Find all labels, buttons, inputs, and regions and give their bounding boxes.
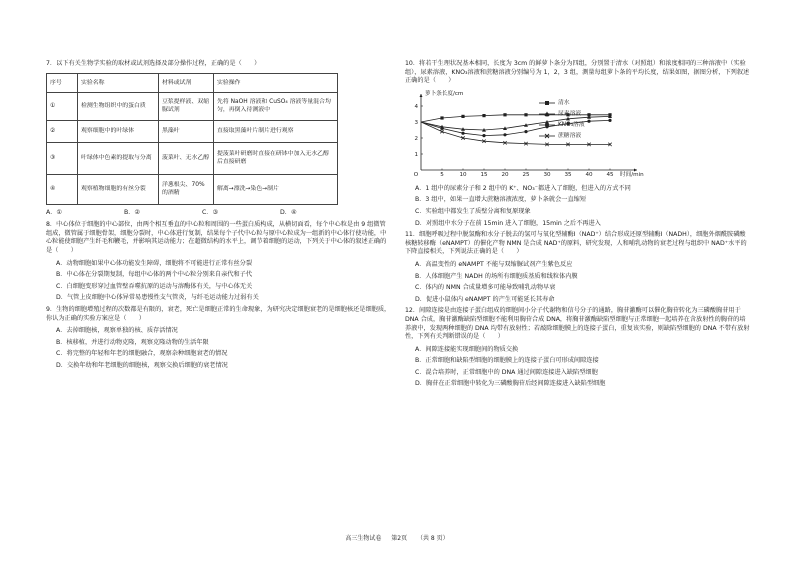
table-row	[47, 92, 338, 120]
data-point	[587, 119, 590, 122]
q9-option-a[interactable]: A．去掉细胞核，观察单独的核、质存活情况	[56, 327, 178, 335]
q7-option-b[interactable]: B．②	[123, 208, 140, 216]
x-tick-label: 40	[585, 171, 593, 178]
table-cell: 检测生物组织中的蛋白质	[78, 92, 159, 120]
footer-total: （共 8 页）	[417, 535, 449, 542]
data-point	[503, 113, 506, 116]
legend-swatch-cross	[539, 133, 555, 139]
table-row	[47, 174, 338, 204]
x-axis-label: 时间/min	[620, 171, 644, 178]
q11-option-a[interactable]: A．高温变性的 eNAMPT 不能与双缩脲试剂产生紫色反应	[415, 260, 573, 268]
q11-stem: 11．细胞呼吸过程中脱氢酶和水分子脱去的氢可与氧化型辅酶Ⅰ（NAD⁺）结合形成还原型辅酶Ⅰ（NADH），细胞外烟酰胺磷酸核糖转移酶（eNAMPT）的催化产物 NMN 是合成 NAD⁺的原料，研究发现，人和哺乳动物的衰老过程与组织中 NAD⁺水平的下降直接相关，下列说法正确的是（ ）	[405, 231, 747, 256]
table-cell: ③	[47, 142, 78, 174]
chart-legend	[539, 98, 585, 142]
q8-option-c[interactable]: C．白细胞变形穿过血管壁吞噬抗原的运动与溶酶体有关，与中心体无关	[56, 282, 253, 290]
legend-swatch-triangle	[539, 111, 555, 117]
data-point	[608, 119, 611, 122]
table-cell: ①	[47, 92, 78, 120]
legend-swatch-square	[539, 100, 555, 106]
q10-option-d[interactable]: D．对照组中水分子在前 15min 进入了细胞，15min 之后不再进入	[415, 219, 601, 227]
question-9	[46, 306, 391, 371]
table-header: 实验名称	[78, 73, 159, 92]
q10-stem: 10．将若干生理状况基本相同，长度为 3cm 的鲜萝卜条分为四组，分别置于清水（对照组）和浓度相同的三种溶液中（实验组），尿素溶液，KNO₃溶液和蔗糖溶液分别编号为 1，2，3 组，测量每组萝卜条的平均长度，结果如图，据图分析，下列叙述正确的是（ ）	[405, 60, 750, 85]
data-point	[461, 115, 464, 118]
origin-label: O	[413, 171, 419, 178]
x-tick-label: 15	[480, 171, 488, 178]
q10-option-b[interactable]: B．3 组中，如果一直增大蔗糖溶液浓度，萝卜条就会一直缩短	[415, 196, 587, 204]
x-tick-label: 45	[606, 171, 614, 178]
legend-label: 清水	[558, 99, 570, 106]
x-tick-label: 20	[501, 171, 509, 178]
y-axis-arrow	[420, 94, 423, 97]
data-point	[440, 127, 443, 130]
y-axis-label: 萝卜条长度/cm	[425, 90, 464, 97]
q8-option-b[interactable]: B．中心体在分裂期复制，每组中心体的两个中心粒分别来自亲代和子代	[56, 271, 253, 279]
question-12	[405, 307, 750, 389]
legend-item	[539, 109, 585, 120]
table-header: 实验操作	[214, 73, 338, 92]
right-column	[405, 60, 750, 392]
data-point	[482, 134, 485, 137]
question-11	[405, 231, 750, 304]
table-header: 材料或试剂	[159, 73, 214, 92]
q12-option-c[interactable]: C．混合培养时，正常细胞中的 DNA 通过间隙连接进入缺陷型细胞	[415, 368, 598, 376]
q10-option-c[interactable]: C．实验组中都发生了质壁分离和复原现象	[415, 207, 531, 215]
table-cell: 观察植物细胞的有丝分裂	[78, 174, 159, 204]
table-row	[47, 120, 338, 142]
q7-option-c[interactable]: C．③	[201, 208, 219, 216]
x-tick-label: 5	[440, 171, 444, 178]
q12-option-b[interactable]: B．正常细胞和缺陷型细胞的细胞膜上的连接子蛋白可形成间隙连接	[415, 357, 599, 365]
y-tick-label: 4	[414, 103, 418, 110]
legend-item	[539, 120, 585, 131]
x-tick-label: 35	[564, 171, 572, 178]
x-tick-label: 25	[522, 171, 530, 178]
q12-option-d[interactable]: D．胸苷在正常细胞中转化为三磷酸胸苷后经间隙连接进入缺陷型细胞	[415, 380, 606, 388]
q12-stem: 12．间隙连接是由连接子蛋白组成的细胞间小分子代谢物和信号分子的通路，胸苷激酶可以催化胸苷转化为三磷酸胸苷用于 DNA 合成，胸苷激酶缺陷型细胞不能利用胸苷合成 DNA，将胸苷激酶缺陷型细胞与正常细胞一起培养在含放射性的胸苷的培养液中，发现两种细胞的 DNA 均带有放射性；若敲除细胞膜上的连接子蛋白，重复该实验，则缺陷型细胞的 DNA 不带有放射性，下列有关判断错误的是（ ）	[405, 307, 750, 341]
footer-page: 第2页	[391, 535, 408, 542]
data-point	[440, 116, 443, 119]
x-tick-label: 10	[459, 171, 467, 178]
q8-stem: 8．中心体位于细胞的中心部位，由两个相互垂直的中心粒和周围的一些蛋白质构成，从横切面看，每个中心粒是由 9 组微管组成，微管属于细胞骨架，细胞分裂时，中心体进行复制，结果每个子代中心粒与原中心粒成为一组新的中心体行使功能，中心粒能使细胞产生纤毛和鞭毛，并影响其运动能力；在超微结构的水平上，调节着细胞的运动，下列关于中心体的叙述正确的是（ ）	[46, 221, 387, 254]
table-row	[47, 142, 338, 174]
q10-chart	[409, 90, 649, 182]
data-point	[524, 113, 527, 116]
footer-subject: 高三生物试卷	[345, 535, 382, 542]
table-cell: 观察细胞中的叶绿体	[78, 120, 159, 142]
table-cell: ②	[47, 120, 78, 142]
q11-option-d[interactable]: D．促进小鼠体内 eNAMPT 的产生可能延长其寿命	[415, 295, 555, 303]
question-10	[405, 60, 750, 228]
table-header-row	[47, 73, 338, 92]
table-cell: 洋葱根尖、70%的酒精	[159, 174, 214, 204]
table-cell: 叶绿体中色素的提取与分离	[78, 142, 159, 174]
q9-option-b[interactable]: B．核移植，并进行动物克隆，观察克隆动物的生活年限	[56, 338, 209, 346]
question-7	[46, 60, 391, 217]
q11-option-b[interactable]: B．人体细胞产生 NADH 的场所有细胞质基质和线粒体内膜	[415, 272, 578, 280]
q9-option-c[interactable]: C．将完整的年轻和年老的细胞融合，观察杂种细胞衰老的情况	[56, 350, 228, 358]
legend-label: KNO₃溶液	[558, 121, 585, 128]
data-point	[482, 114, 485, 117]
q9-option-d[interactable]: D．交换年幼和年老细胞的细胞核，观察交换后细胞的衰老情况	[56, 361, 228, 369]
q7-table	[46, 73, 338, 205]
legend-item	[539, 98, 585, 109]
left-column	[46, 60, 391, 374]
q11-option-c[interactable]: C．体内的 NMN 合成量增多可能导致哺乳动物早衰	[415, 284, 556, 292]
table-header: 序号	[47, 73, 78, 92]
q7-option-a[interactable]: A．①	[46, 208, 62, 216]
legend-label: 蔗糖溶液	[558, 132, 582, 139]
q12-option-a[interactable]: A．间隙连接能实现细胞间的物质交换	[415, 345, 519, 353]
table-cell: 先将 NaOH 溶液和 CuSO₄ 溶液等量混合均匀，再倒入待测液中	[214, 92, 338, 120]
table-cell: 提菠菜叶研磨时直接在研钵中加入无水乙醇后直接研磨	[214, 142, 338, 174]
x-tick-label: 30	[543, 171, 551, 178]
table-cell: 解离→漂洗→染色→制片	[214, 174, 338, 204]
table-cell: ④	[47, 174, 78, 204]
question-8	[46, 221, 391, 303]
q10-option-a[interactable]: A．1 组中的尿素分子和 2 组中的 K⁺、NO₃⁻都进入了细胞，但进入的方式不同	[415, 184, 631, 192]
q8-option-a[interactable]: A．动物细胞如果中心体功能发生障碍，细胞将不可能进行正常有丝分裂	[56, 259, 253, 267]
q9-stem: 9．生物的细胞增殖过程的次数都是有限的，衰老，死亡是细胞正常的生命现象，为研究决定细胞衰老的是细胞核还是细胞质，你认为正确的实验方案应是（ ）	[46, 305, 391, 322]
q7-option-d[interactable]: D．④	[280, 208, 297, 216]
q7-options	[46, 209, 391, 218]
legend-item	[539, 131, 585, 142]
data-point	[461, 131, 464, 134]
data-point	[524, 130, 527, 133]
y-tick-label: 2	[414, 135, 418, 142]
y-tick-label: 1	[414, 151, 418, 158]
table-cell: 豆浆提样液、双缩脲试剂	[159, 92, 214, 120]
table-cell: 菠菜叶、无水乙醇	[159, 142, 214, 174]
data-point	[503, 133, 506, 136]
y-tick-label: 3	[414, 119, 418, 126]
legend-swatch-circle	[539, 122, 555, 128]
q8-option-d[interactable]: D．气管上皮细胞中心体异常易患慢性支气管炎，与纤毛运动能力过弱有关	[56, 294, 259, 302]
table-cell: 直接取黑藻叶片制片进行观察	[214, 120, 338, 142]
legend-label: 尿素溶液	[558, 110, 582, 117]
table-cell: 黑藻叶	[159, 120, 214, 142]
q7-stem: 7．以下有关生物学实验的取材或试剂选择及部分操作过程，正确的是（ ）	[46, 60, 261, 67]
length-time-chart	[409, 90, 649, 182]
page-footer	[0, 533, 794, 542]
